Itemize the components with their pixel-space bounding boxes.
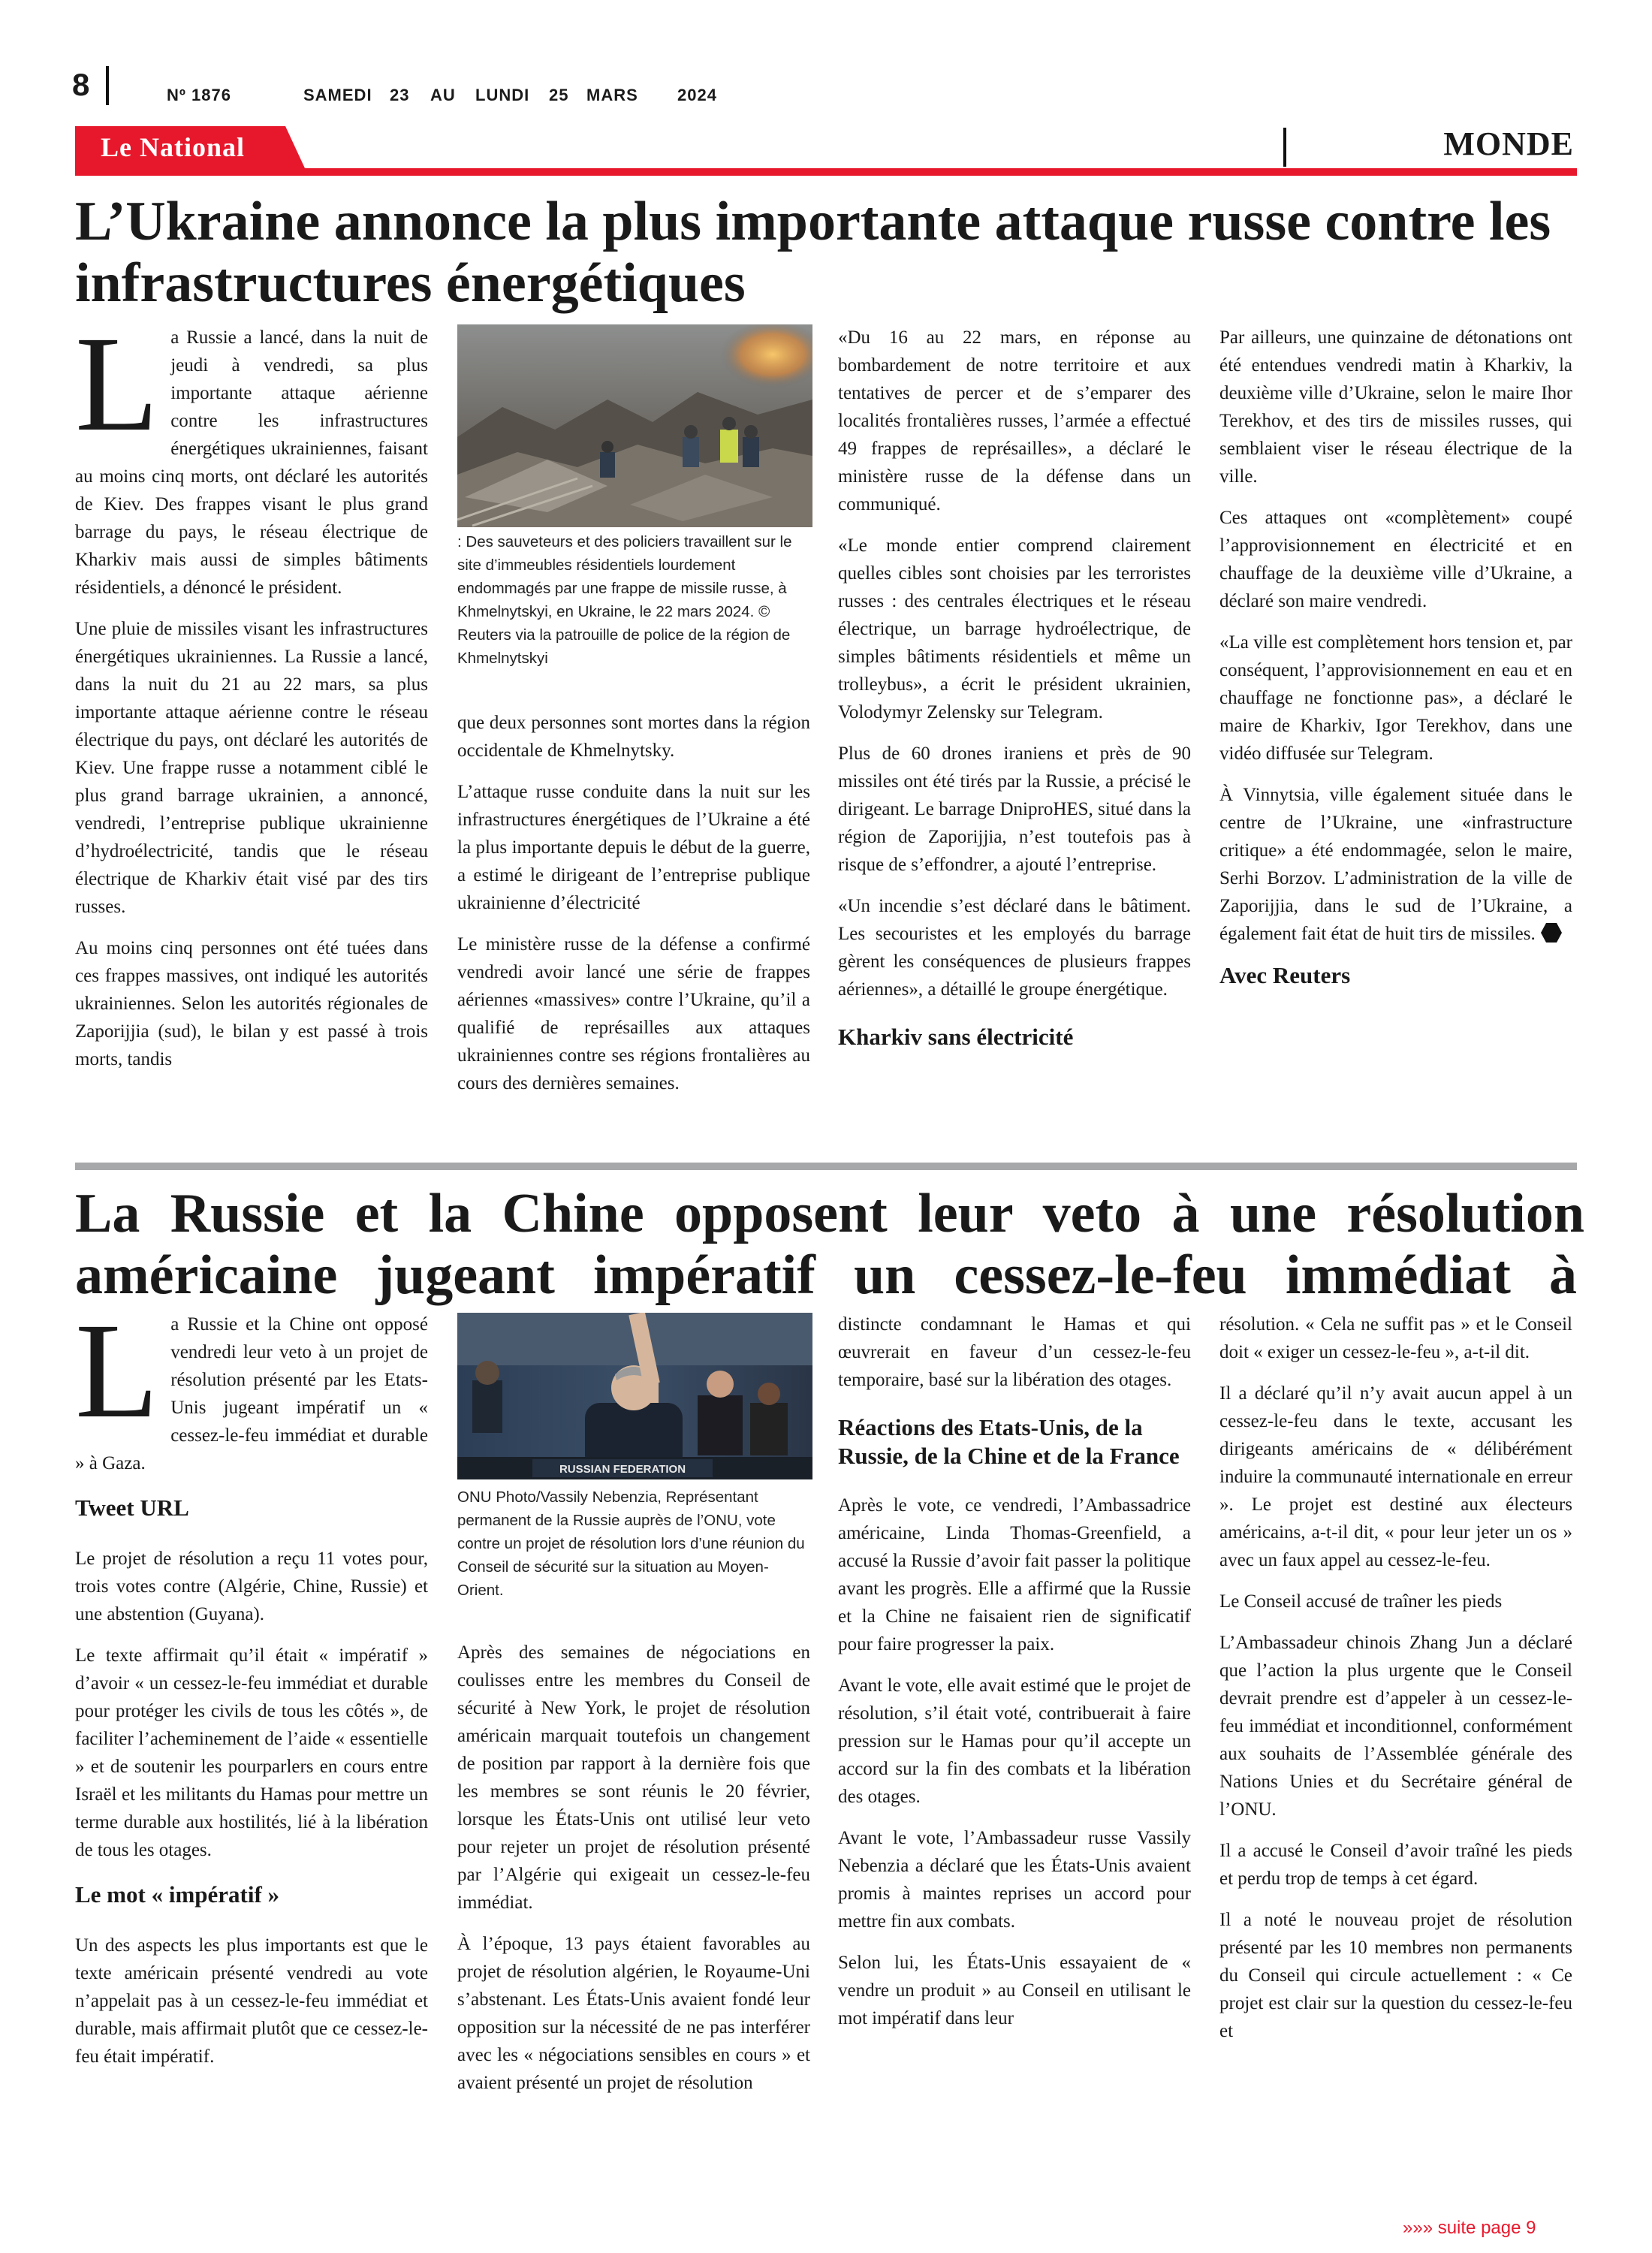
article1-paragraph: «Un incendie s’est déclaré dans le bâtiment. Les secouristes et les employés du barrage gèrent les conséquences de plusieurs frappes aériennes», a détaillé le groupe énergétique.	[838, 896, 1191, 1000]
article1-column-1	[75, 309, 428, 1087]
article2-paragraph: Il a noté le nouveau projet de résolution présenté par les 10 membres non permanents du Conseil qui circule actuellement : « Ce projet est clair sur la question du cessez-le-feu et	[1219, 1910, 1572, 2041]
page-number: 8	[72, 67, 90, 102]
article2-paragraph: Après le vote, ce vendredi, l’Ambassadrice américaine, Linda Thomas-Greenfield, a accusé la Russie d’avoir fait passer la politique avant les progrès. Elle a affirmé que la Russie et la Chine ne faisaient rien de significatif pour faire progresser la paix.	[838, 1495, 1191, 1654]
section-label: MONDE	[1443, 125, 1574, 162]
article2-paragraph: Avant le vote, l’Ambassadeur russe Vassily Nebenzia a déclaré que les États-Unis avaient promis à maintes reprises un accord pour mettre fin aux combats.	[838, 1828, 1191, 1932]
nameplate-text: RUSSIAN FEDERATION	[559, 1463, 686, 1476]
article2-paragraph: Il a déclaré qu’il n’y avait aucun appel à un cessez-le-feu dans le texte, accusant les dirigeants américains de « délibérément induire la communauté internationale en erreur ». Le projet est destiné aux électeurs américains, a-t-il dit, « pour leur jeter un os » avec un faux appel au cessez-le-feu.	[1219, 1383, 1572, 1570]
article2-dropcap: L	[75, 1295, 159, 1446]
end-of-article-icon	[1540, 921, 1563, 944]
article1-paragraph: L’attaque russe conduite dans la nuit sur les infrastructures énergétiques de l’Ukraine a été la plus importante depuis le début de la guerre, a estimé le dirigeant de l’entreprise publique ukrainienne d’électricité	[457, 782, 810, 913]
article2-paragraph: Avant le vote, elle avait estimé que le projet de résolution, s’il était voté, contribuerait à faire pression sur le Hamas pour qu’il accepte un accord sur la fin des combats et la libération des otages.	[838, 1675, 1191, 1807]
article2-column-3	[838, 1310, 1191, 2046]
article2-headline	[75, 1183, 1584, 1244]
article1-column-4	[1219, 324, 1572, 1012]
article2-paragraph: résolution. « Cela ne suffit pas » et le Conseil doit « exiger un cessez-le-feu », a-t-il dit.	[1219, 1314, 1572, 1362]
continued-link[interactable]: »»» suite page 9	[1403, 2218, 1536, 2238]
issue-number: Nº 1876	[167, 86, 231, 104]
date-month: MARS	[586, 86, 638, 104]
page-number-divider	[106, 66, 109, 105]
article1-byline: Avec Reuters	[1219, 962, 1351, 988]
date-day2: LUNDI	[475, 86, 530, 104]
article2-paragraph: Il a accusé le Conseil d’avoir traîné les pieds et perdu trop de temps à cet égard.	[1219, 1841, 1572, 1889]
date-au: AU	[430, 86, 456, 104]
article2-paragraph: Le Conseil accusé de traîner les pieds	[1219, 1591, 1503, 1612]
article1-paragraph: Ces attaques ont «complètement» coupé l’approvisionnement en électricité et en chauffage de la deuxième ville d’Ukraine, a déclaré son maire vendredi.	[1219, 508, 1572, 611]
article2-paragraph: À l’époque, 13 pays étaient favorables au projet de résolution algérien, le Royaume-Uni s’abstenant. Les États-Unis avaient fondé leur opposition sur la nécessité de ne pas interférer avec les « négociations sensibles en cours » et avaient présenté un projet de résolution	[457, 1934, 810, 2093]
article2-paragraph: L’Ambassadeur chinois Zhang Jun a déclaré que l’action la plus urgente que le Conseil devrait prendre est d’appeler à un cessez-le-feu immédiat et inconditionnel, conformément aux souhaits de l’Assemblée générale des Nations Unies et du Secrétaire général de l’ONU.	[1219, 1633, 1572, 1820]
article1-paragraph: «La ville est complètement hors tension et, par conséquent, l’approvisionnement en eau et en chauffage ne fonctionne pas», a déclaré le maire de Kharkiv, Igor Terekhov, dans une vidéo diffusée sur Telegram.	[1219, 632, 1572, 764]
article1-dropcap: L	[75, 309, 159, 460]
article1-photo-caption: : Des sauveteurs et des policiers travaillent sur le site d’immeubles résidentiels lourdement endommagés par une frappe de missile russe, à Khmelnytskyi, en Ukraine, le 22 mars 2024. © Reuters via la patrouille de police de la région de Khmelnytskyi	[457, 533, 792, 667]
section-divider	[1283, 128, 1286, 167]
article2-headline-line2-wrap	[75, 1244, 1577, 1306]
article1-paragraph: Au moins cinq personnes ont été tuées dans ces frappes massives, ont indiqué les autorités ukrainiennes. Selon les autorités régionales de Zaporijjia (sud), le bilan y est passé à trois morts, tandis	[75, 938, 428, 1069]
article1-column-3	[838, 324, 1191, 1074]
article1-paragraph: «Le monde entier comprend clairement quelles cibles sont choisies par les terroristes russes : des centrales électriques et le réseau électrique, un barrage hydroélectrique, de simples bâtiments résidentiels et même un trolleybus», a écrit le président ukrainien, Volodymyr Zelensky sur Telegram.	[838, 535, 1191, 722]
article2-photo	[457, 1313, 812, 1479]
article2-paragraph: Selon lui, les États-Unis essayaient de « vendre un produit » au Conseil en utilisant le mot impératif dans leur	[838, 1953, 1191, 2028]
article1-photo	[457, 324, 812, 527]
date-num1: 23	[390, 86, 410, 104]
article1-paragraph: Par ailleurs, une quinzaine de détonations ont été entendues vendredi matin à Kharkiv, la deuxième ville d’Ukraine, selon le maire Ihor Terekhov, et des tirs de missiles russes, qui semblaient viser le réseau électrique de la ville.	[1219, 327, 1572, 487]
article1-paragraph: que deux personnes sont mortes dans la région occidentale de Khmelnytsky.	[457, 713, 810, 761]
date-day1: SAMEDI	[303, 86, 372, 104]
article1-paragraph: Plus de 60 drones iraniens et près de 90 missiles ont été tirés par la Russie, a précisé le dirigeant. Le barrage DniproHES, situé dans la région de Zaporijjia, n’est toutefois pas à risque de s’effondrer, a ajouté l’entreprise.	[838, 743, 1191, 875]
article1-paragraph: a Russie a lancé, dans la nuit de jeudi à vendredi, sa plus importante attaque aérienne contre les infrastructures énergétiques ukrainiennes, faisant au moins cinq morts, ont déclaré les autorités de Kiev. Des frappes visant le plus grand barrage du pays, le réseau électrique de Kharkiv mais aussi de simples bâtiments résidentiels, a dénoncé le président.	[75, 327, 428, 598]
date-num2: 25	[549, 86, 569, 104]
article2-subhead-reactions: Réactions des Etats-Unis, de la Russie, de la Chine et de la France	[838, 1414, 1180, 1469]
article1-paragraph: À Vinnytsia, ville également située dans le centre de l’Ukraine, une «infrastructure critique» a été endommagée, selon le maire, Serhi Borzov. L’administration de la ville de Zaporijjia, dans le sud de l’Ukraine, a également fait état de huit tirs de missiles.	[1219, 785, 1572, 944]
brand-logo: Le National	[101, 132, 246, 162]
article2-paragraph: Le projet de résolution a reçu 11 votes pour, trois votes contre (Algérie, Chine, Russie) et une abstention (Guyana).	[75, 1549, 428, 1624]
article2-paragraph: Le texte affirmait qu’il était « impératif » d’avoir « un cessez-le-feu immédiat et durable pour protéger les civils de tous les côtés », de faciliter l’acheminement de l’aide « essentielle » et de soutenir les pourparlers en cours entre Israël et les militants du Hamas pour mettre un terme durable aux hostilités, lié à la libération de tous les otages.	[75, 1645, 428, 1860]
article2-column-4	[1219, 1310, 1572, 2058]
header-rule	[75, 168, 1577, 176]
article2-photo-caption: ONU Photo/Vassily Nebenzia, Représentant permanent de la Russie auprès de l’ONU, vote contre un projet de résolution lors d’une réunion du Conseil de sécurité sur la situation au Moyen-Orient.	[457, 1488, 805, 1599]
article1-subhead: Kharkiv sans électricité	[838, 1024, 1074, 1050]
article2-headline-line2: américaine jugeant impératif un cessez-le-feu immédiat à	[75, 1244, 1577, 1306]
article1-paragraph: Une pluie de missiles visant les infrastructures énergétiques ukrainiennes. La Russie a lancé, dans la nuit du 21 au 22 mars, sa plus importante attaque aérienne contre le réseau électrique du pays, ont déclaré les autorités de Kiev. Une frappe russe a notamment ciblé le plus grand barrage ukrainien, a annoncé, vendredi, l’entreprise publique ukrainienne d’hydroélectricité, tandis que le réseau électrique de Kharkiv était visé par des tirs russes.	[75, 619, 428, 917]
article2-subhead-tweet: Tweet URL	[75, 1494, 189, 1521]
article1-headline: L’Ukraine annonce la plus importante attaque russe contre les infrastructures énergétiques	[75, 191, 1551, 314]
article1-paragraph: «Du 16 au 22 mars, en réponse au bombardement de notre territoire et aux tentatives de percer et de s’emparer des localités frontalières russes, l’armée a effectué 49 frappes de représailles», a déclaré le ministère russe de la défense dans un communiqué.	[838, 327, 1191, 514]
article2-paragraph: a Russie et la Chine ont opposé vendredi leur veto à un projet de résolution présenté par les Etats-Unis jugeant impératif un « cessez-le-feu immédiat et durable » à Gaza.	[75, 1314, 428, 1473]
article2-paragraph: distincte condamnant le Hamas et qui œuvrerait en faveur d’un cessez-le-feu temporaire, basé sur la libération des otages.	[838, 1314, 1191, 1390]
article2-paragraph: Un des aspects les plus importants est que le texte américain présenté vendredi au vote n’appelait pas à un cessez-le-feu immédiat et durable, mais affirmait plutôt que ce cessez-le-feu était impératif.	[75, 1935, 428, 2067]
article2-column-2	[457, 1639, 810, 2110]
article1-paragraph: Le ministère russe de la défense a confirmé vendredi avoir lancé une série de frappes aériennes «massives» contre l’Ukraine, qu’il a qualifié de représailles aux attaques ukrainiennes contre ses régions frontalières au cours des dernières semaines.	[457, 934, 810, 1093]
article2-column-1	[75, 1295, 428, 2084]
article2-paragraph: Après des semaines de négociations en coulisses entre les membres du Conseil de sécurité à New York, le projet de résolution américain marquait toutefois un changement de position par rapport à la dernière fois que les membres se sont réunis le 20 février, lorsque les États-Unis ont utilisé leur veto pour rejeter un projet de résolution présenté par l’Algérie qui exigeait un cessez-le-feu immédiat.	[457, 1642, 810, 1913]
date-year: 2024	[677, 86, 717, 104]
article2-headline-line1: La Russie et la Chine opposent leur veto à une résolution	[75, 1183, 1584, 1244]
article1-column-2	[457, 709, 810, 1111]
article2-subhead-imperatif: Le mot « impératif »	[75, 1881, 280, 1908]
article-divider	[75, 1163, 1577, 1170]
